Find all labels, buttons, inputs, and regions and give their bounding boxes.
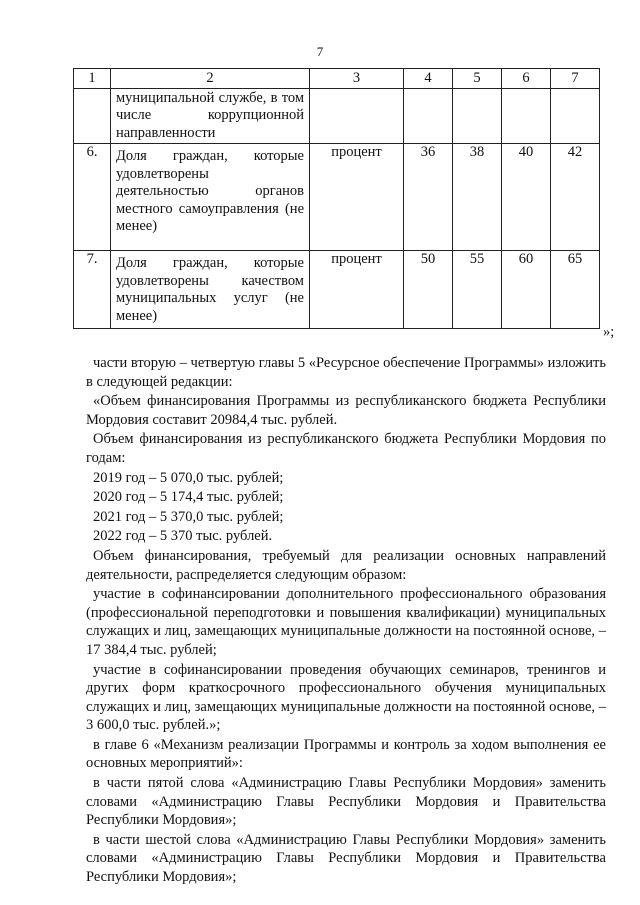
table-row <box>74 88 600 144</box>
value-cell: 55 <box>453 251 502 329</box>
row-name-cell: Доля граждан, которые удовлетворены деятельностью органов местного самоуправления (не менее) <box>111 144 310 251</box>
column-header: 7 <box>551 69 600 89</box>
table-row <box>74 144 600 251</box>
unit-cell <box>310 88 404 144</box>
value-cell <box>502 88 551 144</box>
document-body <box>86 354 606 887</box>
value-cell: 42 <box>551 144 600 251</box>
value-cell: 60 <box>502 251 551 329</box>
paragraph: части вторую – четвертую главы 5 «Ресурсное обеспечение Программы» изложить в следующей редакции: <box>86 355 606 390</box>
value-cell <box>551 88 600 144</box>
row-number-cell <box>74 88 111 144</box>
paragraph: 2022 год – 5 370 тыс. рублей. <box>93 528 273 545</box>
paragraph: 2019 год – 5 070,0 тыс. рублей; <box>93 469 284 486</box>
value-cell <box>404 88 453 144</box>
row-name-cell: муниципальной службе, в том числе коррупционной направленности <box>111 88 310 144</box>
table-row <box>74 251 600 329</box>
value-cell: 38 <box>453 144 502 251</box>
paragraph: в части шестой слова «Администрацию Главы Республики Мордовия» заменить словами «Администрацию Главы Республики Мордовия и Правительства Республики Мордовия»; <box>86 831 606 886</box>
column-header: 4 <box>404 69 453 89</box>
paragraph: Объем финансирования, требуемый для реализации основных направлений деятельности, распределяется следующим образом: <box>86 547 606 583</box>
paragraph: Объем финансирования из республиканского бюджета Республики Мордовия по годам: <box>86 431 606 466</box>
row-name-cell: Доля граждан, которые удовлетворены качеством муниципальных услуг (не менее) <box>111 251 310 329</box>
value-cell <box>453 88 502 144</box>
paragraph: в главе 6 «Механизм реализации Программы и контроль за ходом выполнения ее основных мероприятий»: <box>86 736 606 772</box>
paragraph: участие в софинансировании проведения обучающих семинаров, тренингов и других форм краткосрочного профессионального обучения муниципальных служащих и лиц, замещающих муниципальные должности на постоянной основе, – 3 600,0 тыс. рублей.»; <box>86 661 606 734</box>
paragraph: «Объем финансирования Программы из республиканского бюджета Республики Мордовия составит 20984,4 тыс. рублей. <box>86 393 606 428</box>
unit-cell: процент <box>310 251 404 329</box>
table-header-row <box>74 69 600 89</box>
value-cell: 50 <box>404 251 453 329</box>
column-header: 6 <box>502 69 551 89</box>
page-number: 7 <box>316 44 324 59</box>
value-cell: 36 <box>404 144 453 251</box>
row-number-cell: 7. <box>74 251 111 329</box>
paragraph: в части пятой слова «Администрацию Главы Республики Мордовия» заменить словами «Администрацию Главы Республики Мордовия и Правительства Республики Мордовия»; <box>86 775 606 829</box>
paragraph: участие в софинансировании дополнительного профессионального образования (профессиональной переподготовки и повышения квалификации) муниципальных служащих и лиц, замещающих муниципальные должности на постоянной основе, – 17 384,4 тыс. рублей; <box>86 586 606 658</box>
column-header: 5 <box>453 69 502 89</box>
paragraph: 2020 год – 5 174,4 тыс. рублей; <box>93 489 284 506</box>
paragraph: 2021 год – 5 370,0 тыс. рублей; <box>93 508 284 525</box>
column-header: 1 <box>74 69 111 89</box>
closing-quote: »; <box>603 324 615 340</box>
value-cell: 40 <box>502 144 551 251</box>
column-header: 2 <box>111 69 310 89</box>
unit-cell: процент <box>310 144 404 251</box>
indicators-table <box>73 68 600 329</box>
value-cell: 65 <box>551 251 600 329</box>
column-header: 3 <box>310 69 404 89</box>
row-number-cell: 6. <box>74 144 111 251</box>
